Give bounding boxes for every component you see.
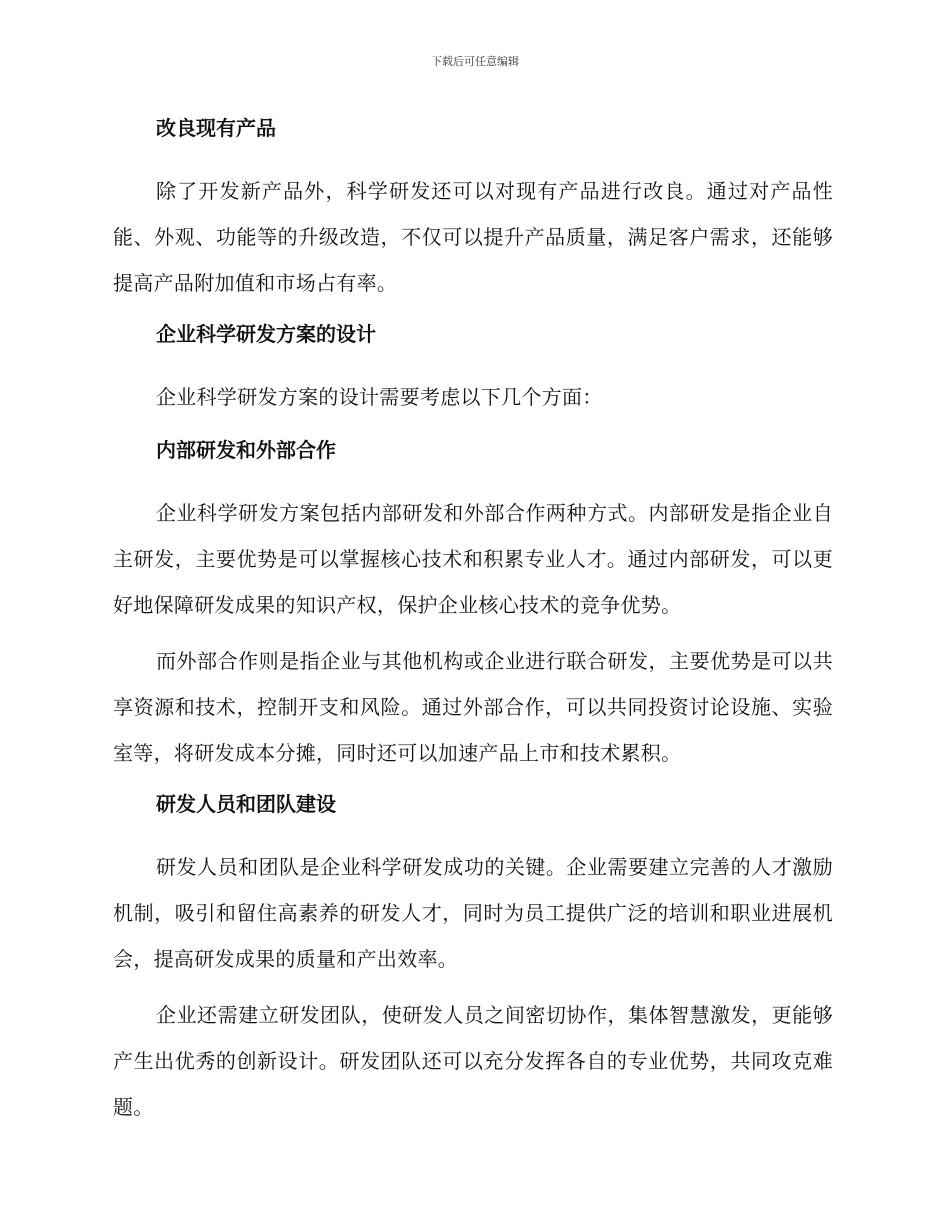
page-header: 下载后可任意编辑 bbox=[431, 55, 519, 68]
paragraph-internal-rd: 企业科学研发方案包括内部研发和外部合作两种方式。内部研发是指企业自主研发，主要优势是可以掌握核心技术和积累专业人才。通过内部研发，可以更好地保障研发成果的知识产权，保护企业核心技术的竞争优势。 bbox=[113, 501, 833, 617]
paragraph-rd-team: 企业还需建立研发团队，使研发人员之间密切协作，集体智慧激发，更能够产生出优秀的创新设计。研发团队还可以充分发挥各自的专业优势，共同攻克难题。 bbox=[113, 1003, 833, 1119]
paragraph-rd-personnel: 研发人员和团队是企业科学研发成功的关键。企业需要建立完善的人才激励机制，吸引和留住高素养的研发人才，同时为员工提供广泛的培训和职业进展机会，提高研发成果的质量和产出效率。 bbox=[113, 855, 833, 971]
section-heading-internal-external: 内部研发和外部合作 bbox=[156, 438, 336, 462]
paragraph-external-cooperation: 而外部合作则是指企业与其他机构或企业进行联合研发，主要优势是可以共享资源和技术，控制开支和风险。通过外部合作，可以共同投资讨论设施、实验室等，将研发成本分摊，同时还可以加速产品上市和技术累积。 bbox=[113, 649, 833, 765]
document-body bbox=[113, 110, 833, 1140]
section-heading-rd-plan-design: 企业科学研发方案的设计 bbox=[156, 322, 376, 346]
section-heading-improve-products: 改良现有产品 bbox=[156, 116, 276, 140]
paragraph-rd-plan-intro: 企业科学研发方案的设计需要考虑以下几个方面： bbox=[156, 385, 603, 409]
paragraph-improve-products: 除了开发新产品外，科学研发还可以对现有产品进行改良。通过对产品性能、外观、功能等的升级改造，不仅可以提升产品质量，满足客户需求，还能够提高产品附加值和市场占有率。 bbox=[113, 179, 833, 295]
section-heading-team-building: 研发人员和团队建设 bbox=[156, 792, 336, 816]
